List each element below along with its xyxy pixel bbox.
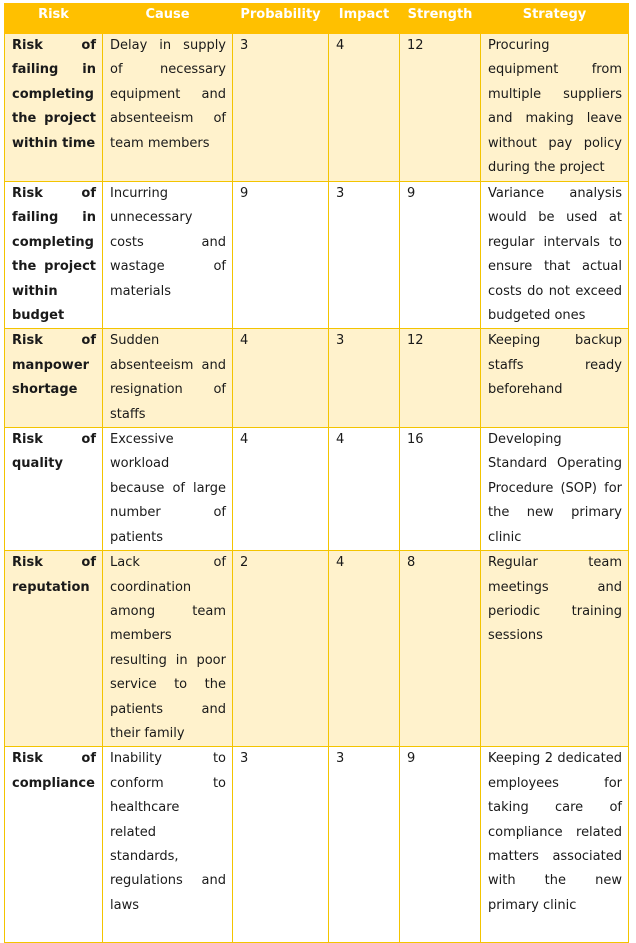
- cause-cell: Lack of coordination among team members resulting in poor service to the patients and their family: [103, 551, 233, 747]
- strategy-cell: Keeping 2 dedicated employees for taking care of compliance related matters associated with the new primary clinic: [481, 747, 629, 943]
- cause-cell: Inability to conform to healthcare related standards, regulations and laws: [103, 747, 233, 943]
- impact-cell: 3: [329, 182, 400, 329]
- table-row: [5, 329, 629, 428]
- strength-cell: 12: [400, 34, 481, 182]
- table-header: [5, 4, 629, 34]
- header-strategy: Strategy: [481, 4, 629, 34]
- risk-table: [4, 3, 629, 943]
- header-risk: Risk: [5, 4, 103, 34]
- cause-cell: Incurring unnecessary costs and wastage of materials: [103, 182, 233, 329]
- risk-cell: Risk of failing in completing the project within budget: [5, 182, 103, 329]
- strength-cell: 12: [400, 329, 481, 428]
- table-row: [5, 551, 629, 747]
- probability-cell: 4: [233, 329, 329, 428]
- probability-cell: 4: [233, 428, 329, 551]
- table-row: [5, 34, 629, 182]
- probability-cell: 3: [233, 747, 329, 943]
- probability-cell: 9: [233, 182, 329, 329]
- cause-cell: Sudden absenteeism and resignation of staffs: [103, 329, 233, 428]
- probability-cell: 2: [233, 551, 329, 747]
- strategy-cell: Regular team meetings and periodic training sessions: [481, 551, 629, 747]
- probability-cell: 3: [233, 34, 329, 182]
- cause-cell: Delay in supply of necessary equipment and absenteeism of team members: [103, 34, 233, 182]
- header-probability: Probability: [233, 4, 329, 34]
- impact-cell: 4: [329, 34, 400, 182]
- impact-cell: 4: [329, 551, 400, 747]
- impact-cell: 4: [329, 428, 400, 551]
- impact-cell: 3: [329, 747, 400, 943]
- strategy-cell: Procuring equipment from multiple suppliers and making leave without pay policy during the project: [481, 34, 629, 182]
- impact-cell: 3: [329, 329, 400, 428]
- header-cause: Cause: [103, 4, 233, 34]
- header-row: [5, 4, 629, 34]
- risk-cell: Risk of failing in completing the project within time: [5, 34, 103, 182]
- strength-cell: 9: [400, 182, 481, 329]
- risk-cell: Risk of compliance: [5, 747, 103, 943]
- strategy-cell: Variance analysis would be used at regular intervals to ensure that actual costs do not exceed budgeted ones: [481, 182, 629, 329]
- risk-cell: Risk of quality: [5, 428, 103, 551]
- header-strength: Strength: [400, 4, 481, 34]
- strategy-cell: Keeping backup staffs ready beforehand: [481, 329, 629, 428]
- strategy-cell: Developing Standard Operating Procedure (SOP) for the new primary clinic: [481, 428, 629, 551]
- table-row: [5, 428, 629, 551]
- strength-cell: 8: [400, 551, 481, 747]
- strength-cell: 16: [400, 428, 481, 551]
- table-row: [5, 747, 629, 943]
- risk-cell: Risk of reputation: [5, 551, 103, 747]
- cause-cell: Excessive workload because of large number of patients: [103, 428, 233, 551]
- table-body: [5, 34, 629, 943]
- risk-cell: Risk of manpower shortage: [5, 329, 103, 428]
- strength-cell: 9: [400, 747, 481, 943]
- header-impact: Impact: [329, 4, 400, 34]
- table-row: [5, 182, 629, 329]
